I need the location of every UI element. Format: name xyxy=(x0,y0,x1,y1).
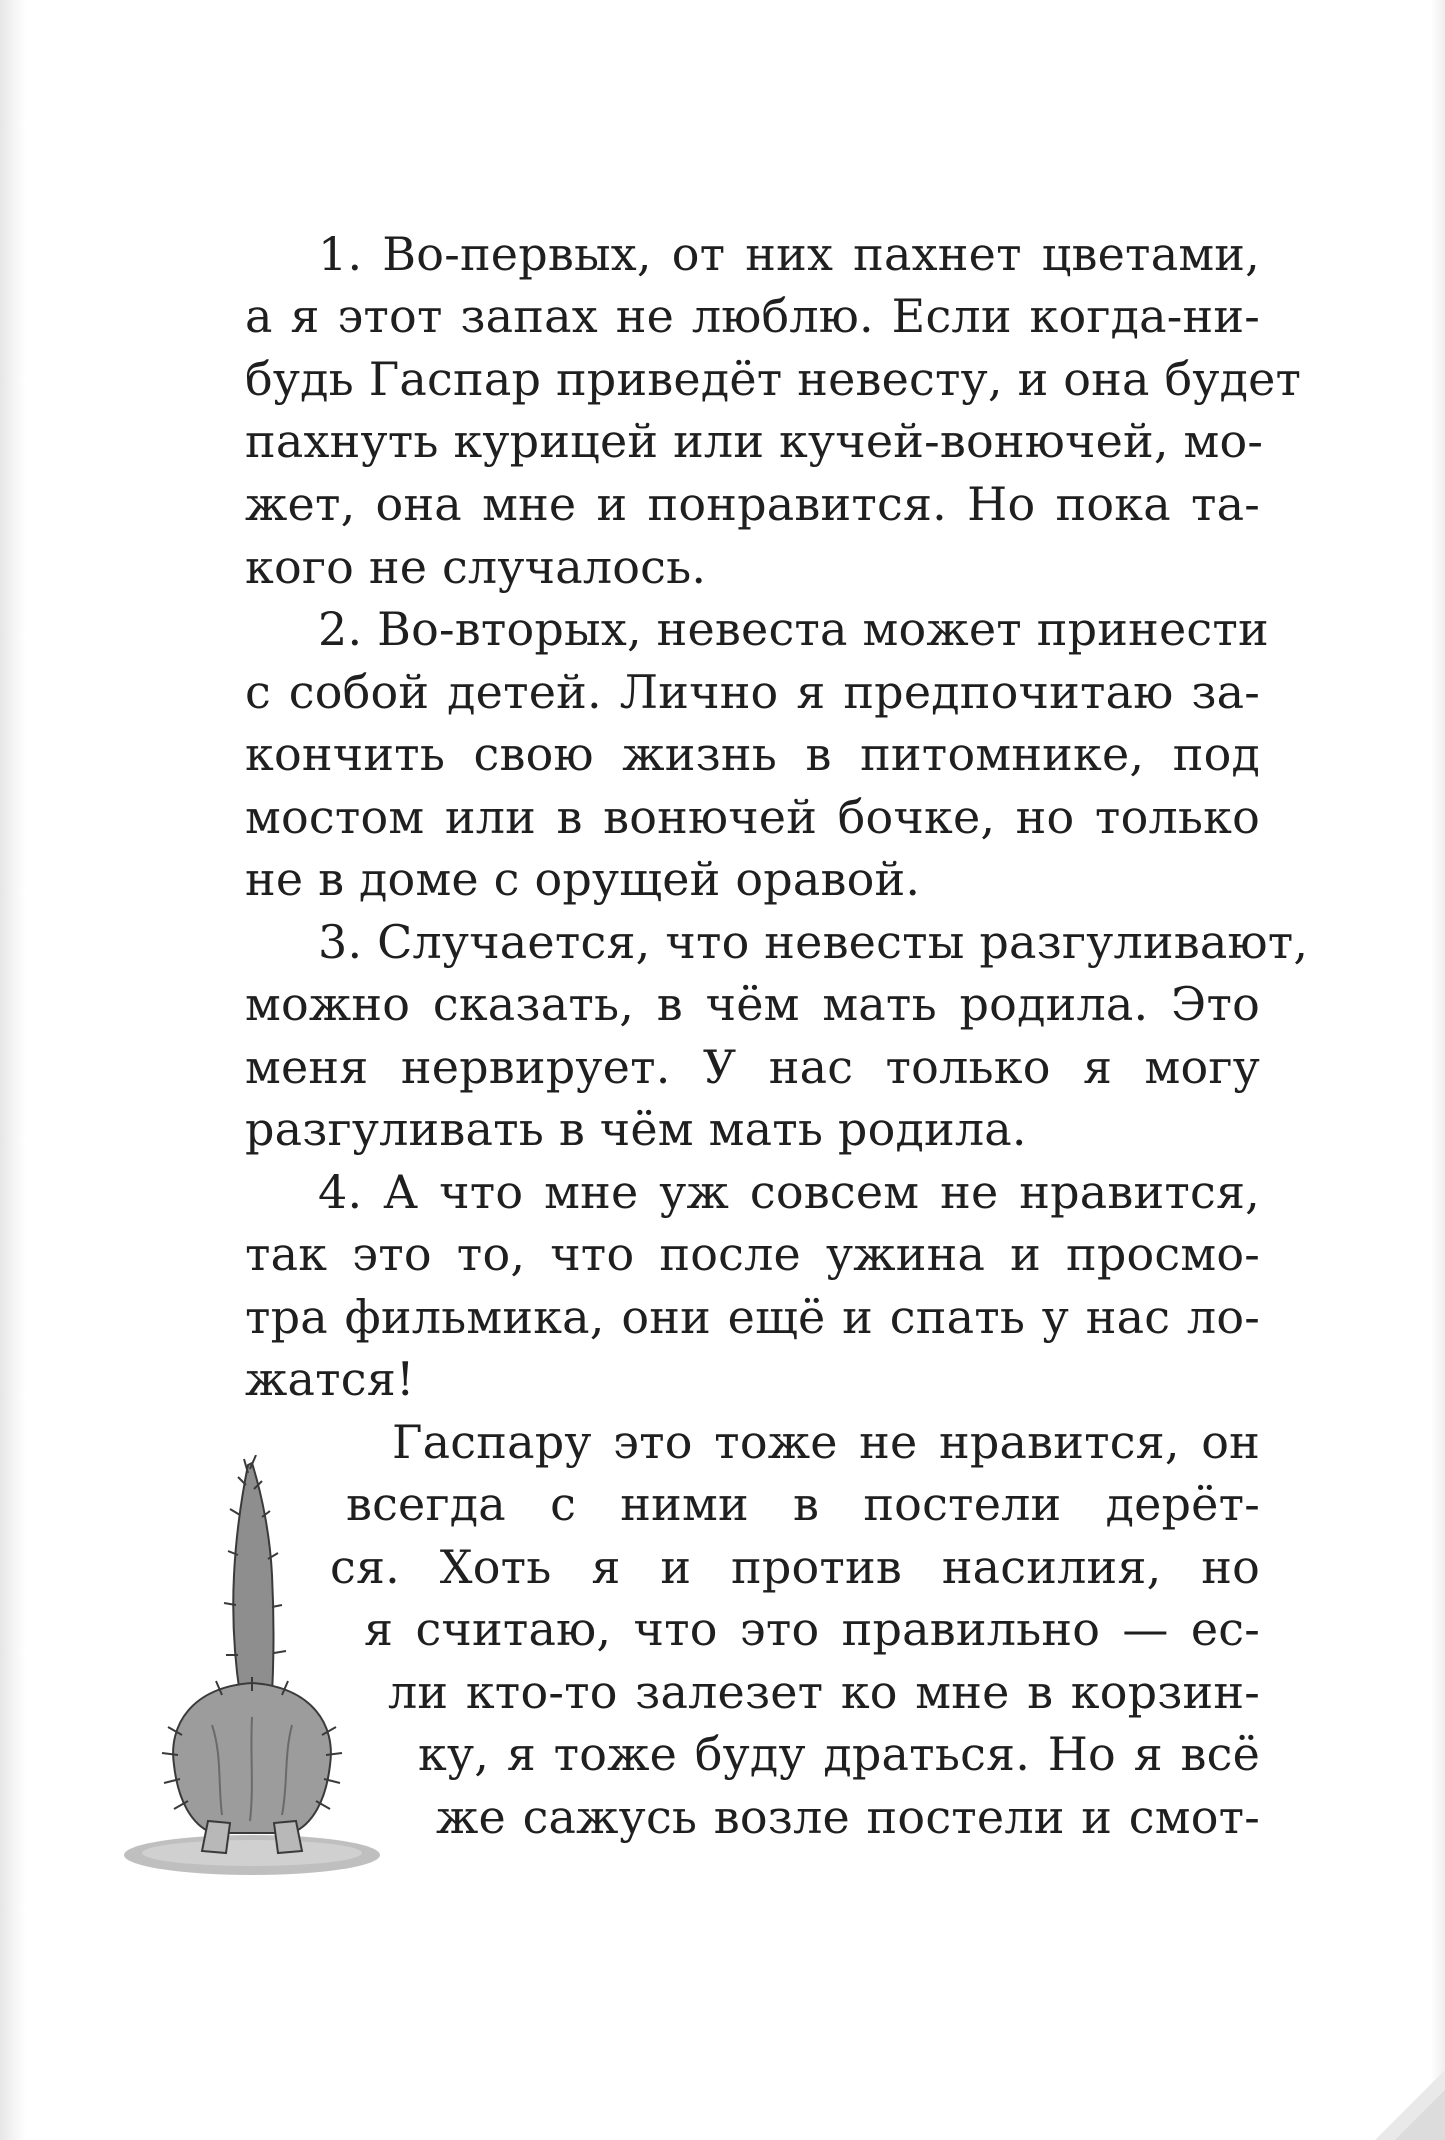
text-line: я считаю, что это правильно — ес- xyxy=(364,1602,1260,1656)
text-line: ся. Хоть я и против насилия, но xyxy=(330,1540,1260,1594)
text-line: 2. Во-вторых, невеста может принести xyxy=(318,602,1269,656)
text-line: жатся! xyxy=(245,1352,415,1406)
text-line: ли кто-то залезет ко мне в корзин- xyxy=(388,1665,1260,1719)
text-line: мостом или в вонючей бочке, но только xyxy=(245,790,1260,844)
text-line: так это то, что после ужина и просмо- xyxy=(245,1227,1260,1281)
text-line: не в доме с орущей оравой. xyxy=(245,852,921,906)
text-line: тра фильмика, они ещё и спать у нас ло- xyxy=(245,1290,1260,1344)
page-gutter-shadow xyxy=(0,0,26,2140)
text-line: кончить свою жизнь в питомнике, под xyxy=(245,727,1260,781)
page-edge xyxy=(1431,0,1445,2140)
text-line: разгуливать в чём мать родила. xyxy=(245,1102,1027,1156)
text-line: с собой детей. Лично я предпочитаю за- xyxy=(245,665,1260,719)
text-line: 1. Во-первых, от них пахнет цветами, xyxy=(318,227,1260,281)
text-line: пахнуть курицей или кучей-вонючей, мо- xyxy=(245,414,1264,468)
text-line: а я этот запах не люблю. Если когда-ни- xyxy=(245,289,1260,343)
text-line: будь Гаспар приведёт невесту, и она будет xyxy=(245,352,1302,406)
text-line: 3. Случается, что невесты разгуливают, xyxy=(318,915,1309,969)
text-line: всегда с ними в постели дерёт- xyxy=(346,1477,1260,1531)
text-line: меня нервирует. У нас только я могу xyxy=(245,1040,1260,1094)
text-line: же сажусь возле постели и смот- xyxy=(436,1790,1260,1844)
text-line: ку, я тоже буду драться. Но я всё xyxy=(418,1727,1260,1781)
page-curl xyxy=(1365,2060,1445,2140)
text-line: Гаспару это тоже не нравится, он xyxy=(392,1415,1260,1469)
text-line: можно сказать, в чём мать родила. Это xyxy=(245,977,1260,1031)
text-line: жет, она мне и понравится. Но пока та- xyxy=(245,477,1260,531)
text-line: кого не случалось. xyxy=(245,540,707,594)
cat-from-behind-icon xyxy=(122,1455,382,1895)
text-line: 4. А что мне уж совсем не нравится, xyxy=(318,1165,1260,1219)
